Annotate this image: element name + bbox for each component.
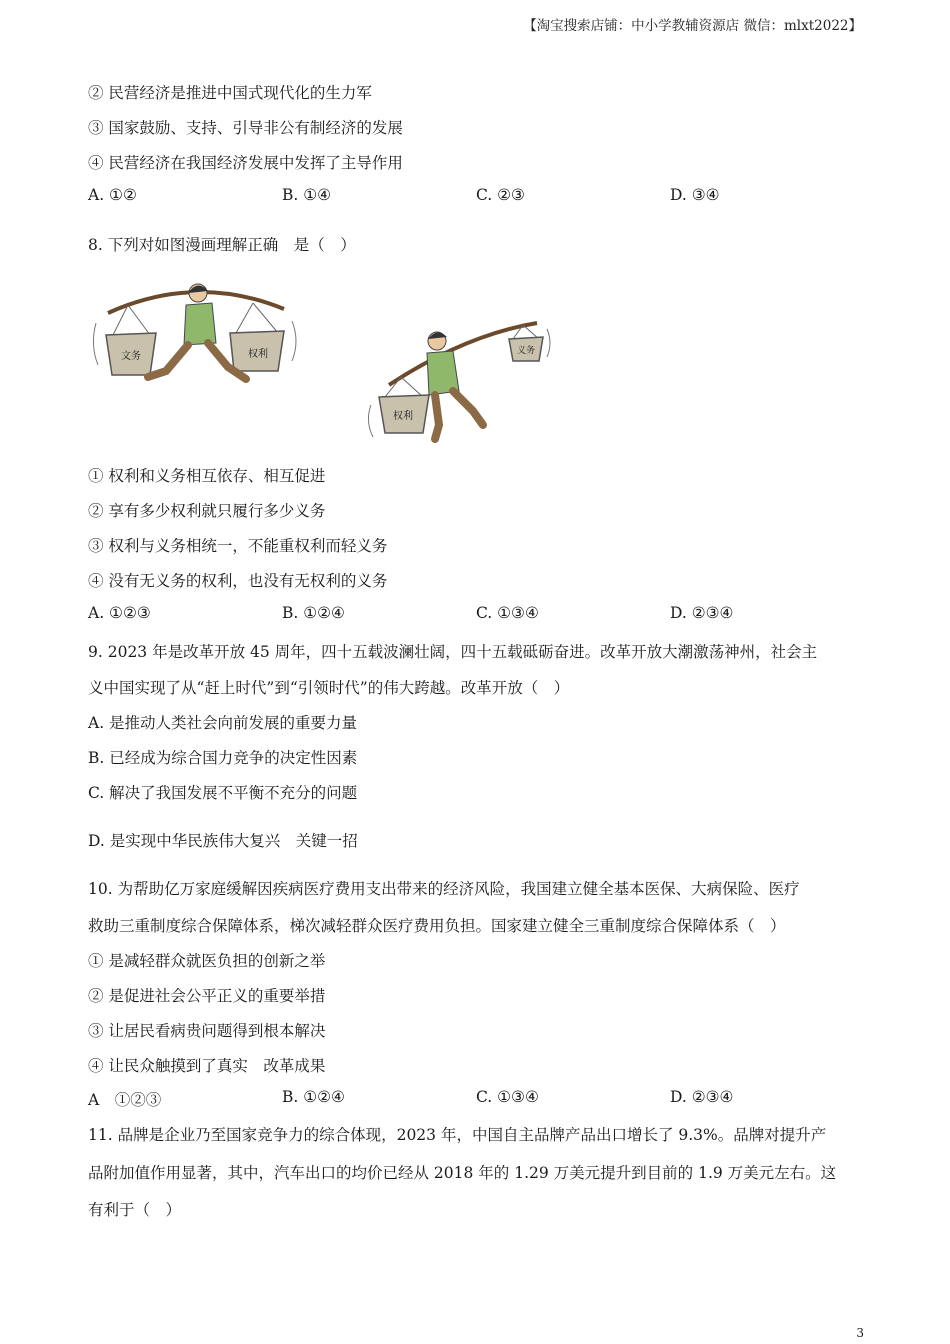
q10-item-3: ③ 让居民看病贵问题得到根本解决 bbox=[88, 1022, 326, 1040]
right-basket-label-a: 义务 bbox=[516, 346, 536, 356]
cartoon-unbalanced-carrier bbox=[365, 315, 555, 445]
q9-option-a: A. 是推动人类社会向前发展的重要力量 bbox=[88, 714, 358, 732]
q7-option-d: D. ③④ bbox=[670, 186, 720, 204]
q9-option-c: C. 解决了我国发展不平衡不充分的问题 bbox=[88, 784, 358, 802]
q10-option-a: A ①②③ bbox=[88, 1091, 162, 1109]
cartoon-balanced-carrier bbox=[88, 275, 303, 400]
q8-item-1: ① 权利和义务相互依存、相互促进 bbox=[88, 467, 326, 485]
q11-stem-line-2: 品附加值作用显著，其中，汽车出口的均价已经从 2018 年的 1.29 万美元提升到目前的 1.9 万美元左右。这 bbox=[88, 1164, 837, 1182]
q7-item-4: ④ 民营经济在我国经济发展中发挥了主导作用 bbox=[88, 154, 403, 172]
q7-item-2: ② 民营经济是推进中国式现代化的生力军 bbox=[88, 84, 372, 102]
q7-option-c: C. ②③ bbox=[476, 186, 525, 204]
q8-option-c: C. ①③④ bbox=[476, 604, 539, 622]
q9-stem-line-2: 义中国实现了从“赶上时代”到“引领时代”的伟大跨越。改革开放（ ） bbox=[88, 679, 570, 697]
q8-stem: 8. 下列对如图漫画理解正确 是（ ） bbox=[88, 236, 356, 254]
q7-option-b: B. ①④ bbox=[282, 186, 332, 204]
q10-item-4: ④ 让民众触摸到了真实 改革成果 bbox=[88, 1057, 326, 1075]
q8-item-2: ② 享有多少权利就只履行多少义务 bbox=[88, 502, 326, 520]
q10-stem-line-2: 救助三重制度综合保障体系，梯次减轻群众医疗费用负担。国家建立健全三重制度综合保障体系（ ） bbox=[88, 917, 786, 935]
left-basket-label-b: 权利 bbox=[248, 349, 268, 360]
q8-item-4: ④ 没有无义务的权利，也没有无权利的义务 bbox=[88, 572, 388, 590]
left-basket-label-a: 文务 bbox=[121, 351, 141, 362]
q10-item-2: ② 是促进社会公平正义的重要举措 bbox=[88, 987, 326, 1005]
q10-item-1: ① 是减轻群众就医负担的创新之举 bbox=[88, 952, 326, 970]
q10-option-c: C. ①③④ bbox=[476, 1088, 539, 1106]
q9-stem-line-1: 9. 2023 年是改革开放 45 周年，四十五载波澜壮阔，四十五载砥砺奋进。改革开放大潮激荡神州，社会主 bbox=[88, 643, 818, 661]
q8-option-b: B. ①②④ bbox=[282, 604, 345, 622]
q11-stem-line-3: 有利于（ ） bbox=[88, 1201, 182, 1219]
q8-item-3: ③ 权利与义务相统一，不能重权利而轻义务 bbox=[88, 537, 388, 555]
q11-stem-line-1: 11. 品牌是企业乃至国家竞争力的综合体现，2023 年，中国自主品牌产品出口增长了 9.3%。品牌对提升产 bbox=[88, 1126, 827, 1144]
page-header: 【淘宝搜索店铺：中小学教辅资源店 微信：mlxt2022】 bbox=[523, 18, 862, 34]
q7-item-3: ③ 国家鼓励、支持、引导非公有制经济的发展 bbox=[88, 119, 403, 137]
q8-option-d: D. ②③④ bbox=[670, 604, 734, 622]
q9-option-d: D. 是实现中华民族伟大复兴 关键一招 bbox=[88, 832, 358, 850]
right-basket-label-b: 权利 bbox=[393, 411, 413, 422]
q10-stem-line-1: 10. 为帮助亿万家庭缓解因疾病医疗费用支出带来的经济风险，我国建立健全基本医保、大病保险、医疗 bbox=[88, 880, 800, 898]
q10-option-d: D. ②③④ bbox=[670, 1088, 734, 1106]
q9-option-b: B. 已经成为综合国力竞争的决定性因素 bbox=[88, 749, 358, 767]
q8-option-a: A. ①②③ bbox=[88, 604, 151, 622]
page-number: 3 bbox=[856, 1326, 864, 1340]
q7-option-a: A. ①② bbox=[88, 186, 137, 204]
q10-option-b: B. ①②④ bbox=[282, 1088, 345, 1106]
